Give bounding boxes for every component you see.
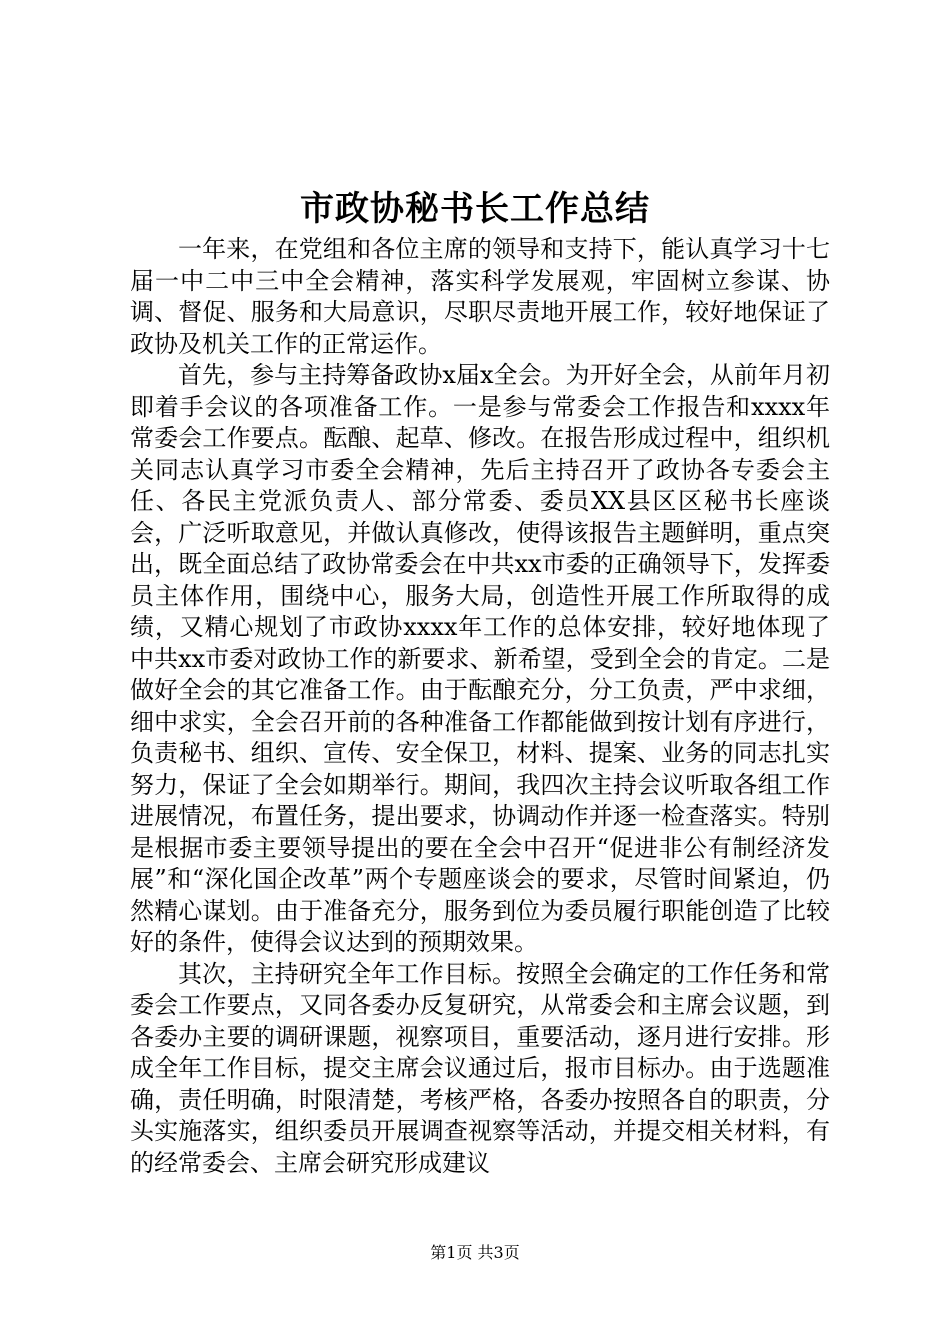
document-title: 市政协秘书长工作总结 <box>300 189 650 229</box>
document-body <box>130 234 830 1179</box>
paragraph-1: 一年来，在党组和各位主席的领导和支持下，能认真学习十七届一中二中三中全会精神，落实科学发展观，牢固树立参谋、协调、督促、服务和大局意识，尽职尽责地开展工作，较好地保证了政协及机关工作的正常运作。 <box>130 235 830 358</box>
paragraph-2: 首先，参与主持筹备政协x届x全会。为开好全会，从前年月初即着手会议的各项准备工作。一是参与常委会工作报告和xxxx年常委会工作要点。酝酿、起草、修改。在报告形成过程中，组织机关同志认真学习市委全会精神，先后主持召开了政协各专委会主任、各民主党派负责人、部分常委、委员XX县区区秘书长座谈会，广泛听取意见，并做认真修改，使得该报告主题鲜明，重点突出，既全面总结了政协常委会在中共xx市委的正确领导下，发挥委员主体作用，围绕中心，服务大局，创造性开展工作所取得的成绩，又精心规划了市政协xxxx年工作的总体安排，较好地体现了中共xx市委对政协工作的新要求、新希望，受到全会的肯定。二是做好全会的其它准备工作。由于酝酿充分，分工负责，严中求细，细中求实，全会召开前的各种准备工作都能做到按计划有序进行，负责秘书、组织、宣传、安全保卫，材料、提案、业务的同志扎实努力，保证了全会如期举行。期间，我四次主持会议听取各组工作进展情况，布置任务，提出要求，协调动作并逐一检查落实。特别是根据市委主要领导提出的要在全会中召开“促进非公有制经济发展”和“深化国企改革”两个专题座谈会的要求，尽管时间紧迫，仍然精心谋划。由于准备充分，服务到位为委员履行职能创造了比较好的条件，使得会议达到的预期效果。 <box>130 361 830 956</box>
paragraph-3: 其次，主持研究全年工作目标。按照全会确定的工作任务和常委会工作要点，又同各委办反复研究，从常委会和主席会议题，到各委办主要的调研课题，视察项目，重要活动，逐月进行安排。形成全年工作目标，提交主席会议通过后，报市目标办。由于选题准确，责任明确，时限清楚，考核严格，各委办按照各自的职责，分头实施落实，组织委员开展调查视察等活动，并提交相关材料，有的经常委会、主席会研究形成建议 <box>130 959 830 1177</box>
page-footer: 第1页 共3页 <box>430 1243 520 1262</box>
